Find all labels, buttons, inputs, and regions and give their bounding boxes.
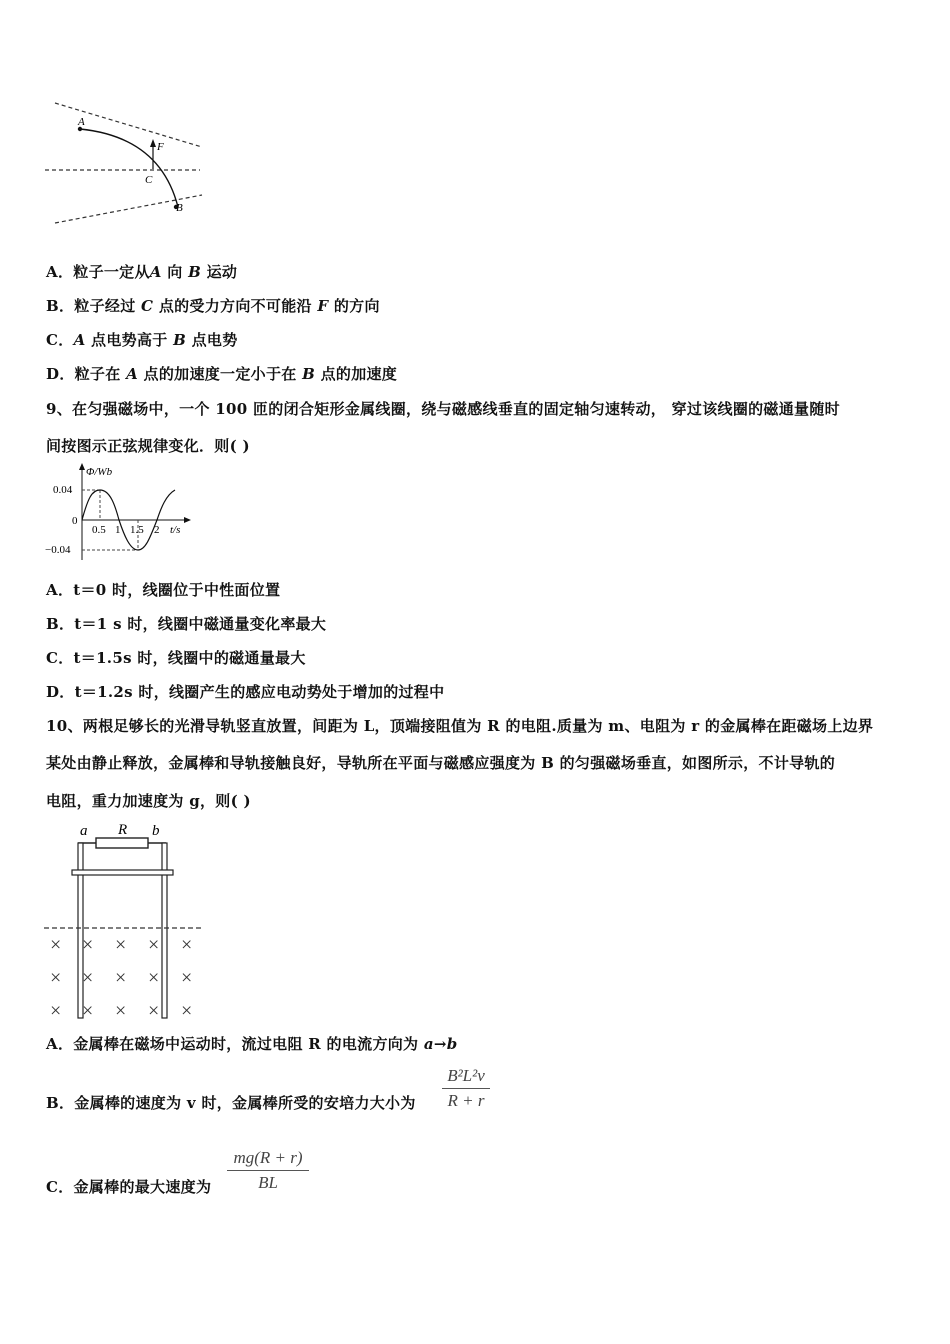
left-rail [78, 843, 83, 1018]
magnetic-field-crosses [50, 934, 192, 1022]
flux-graph [40, 460, 200, 565]
y-axis-arrowhead [79, 463, 85, 470]
q10-option-a: A．金属棒在磁场中运动时，流过电阻 R 的电流方向为 a→b [46, 1035, 458, 1053]
fraction-numerator: B²L²v [447, 1066, 485, 1085]
field-cross: × [148, 1000, 160, 1022]
x-tick-05: 0.5 [92, 524, 106, 536]
field-cross: × [115, 1000, 127, 1022]
label-f: F [157, 141, 164, 153]
y-tick-zero: 0 [72, 515, 78, 527]
fraction-denominator: BL [258, 1173, 278, 1192]
q9-option-a: A．t＝0 时，线圈位于中性面位置 [46, 581, 281, 599]
resistor [96, 838, 148, 848]
q10-option-b: B．金属棒的速度为 v 时，金属棒所受的安培力大小为 [46, 1094, 416, 1112]
q8-option-c: C．A 点电势高于 B 点电势 [46, 331, 238, 349]
field-cross: × [181, 1000, 193, 1022]
label-resistor: R [118, 822, 128, 838]
force-arrowhead [150, 139, 156, 147]
field-cross: × [181, 934, 193, 956]
q9-option-c: C．t＝1.5s 时，线圈中的磁通量最大 [46, 649, 306, 667]
q9-option-d: D．t＝1.2s 时，线圈产生的感应电动势处于增加的过程中 [46, 683, 445, 701]
q8-option-b: B．粒子经过 C 点的受力方向不可能沿 F 的方向 [46, 297, 380, 315]
q8-option-d: D．粒子在 A 点的加速度一定小于在 B 点的加速度 [46, 365, 398, 383]
x-tick-1: 1 [115, 524, 121, 536]
q10-stem-line2: 某处由静止释放，金属棒和导轨接触良好，导轨所在平面与磁感应强度为 B 的匀强磁场垂直，如图所示，不计导轨的 [46, 754, 836, 772]
right-rail [162, 843, 167, 1018]
field-cross: × [50, 967, 62, 989]
field-cross: × [148, 967, 160, 989]
field-cross: × [50, 934, 62, 956]
x-axis-arrowhead [184, 517, 191, 523]
label-b: B [176, 202, 183, 214]
q8-option-a: A．粒子一定从A 向 B 运动 [46, 263, 238, 281]
fraction-denominator: R + r [447, 1091, 485, 1110]
field-cross: × [181, 967, 193, 989]
max-speed-fraction [227, 1148, 309, 1193]
y-tick-top: 0.04 [53, 484, 73, 496]
q10-option-c: C．金属棒的最大速度为 [46, 1178, 212, 1196]
field-cross: × [82, 967, 94, 989]
q9-stem-line2: 间按图示正弦规律变化．则( ) [46, 437, 250, 455]
q10-stem-line1: 10、两根足够长的光滑导轨竖直放置，间距为 L，顶端接阻值为 R 的电阻.质量为 m、电阻为 r 的金属棒在距磁场上边界 [46, 717, 874, 735]
field-cross: × [82, 934, 94, 956]
metal-bar [72, 870, 173, 875]
ampere-force-fraction [442, 1066, 490, 1111]
x-axis-label: t/s [170, 524, 181, 536]
field-cross: × [115, 934, 127, 956]
label-a-terminal: a [80, 823, 88, 839]
q9-stem-line1: 9、在匀强磁场中，一个 100 匝的闭合矩形金属线圈，绕与磁感线垂直的固定轴匀速转动， 穿过该线圈的磁通量随时 [46, 400, 840, 418]
label-b-terminal: b [152, 823, 160, 839]
current-direction: a→b [423, 1035, 458, 1053]
trajectory-figure [40, 95, 210, 235]
rails-figure [42, 818, 207, 1023]
field-cross: × [82, 1000, 94, 1022]
field-cross: × [50, 1000, 62, 1022]
x-tick-15: 1.5 [130, 524, 144, 536]
q9-option-b: B．t＝1 s 时，线圈中磁通量变化率最大 [46, 615, 327, 633]
field-cross: × [115, 967, 127, 989]
field-cross: × [148, 934, 160, 956]
fraction-numerator: mg(R + r) [233, 1148, 303, 1167]
y-tick-bottom: −0.04 [45, 544, 71, 556]
y-axis-label: Φ/Wb [86, 466, 113, 478]
q10-stem-line3: 电阻，重力加速度为 g，则( ) [46, 792, 251, 810]
x-tick-2: 2 [154, 524, 160, 536]
label-c: C [145, 174, 153, 186]
label-a: A [78, 116, 85, 128]
